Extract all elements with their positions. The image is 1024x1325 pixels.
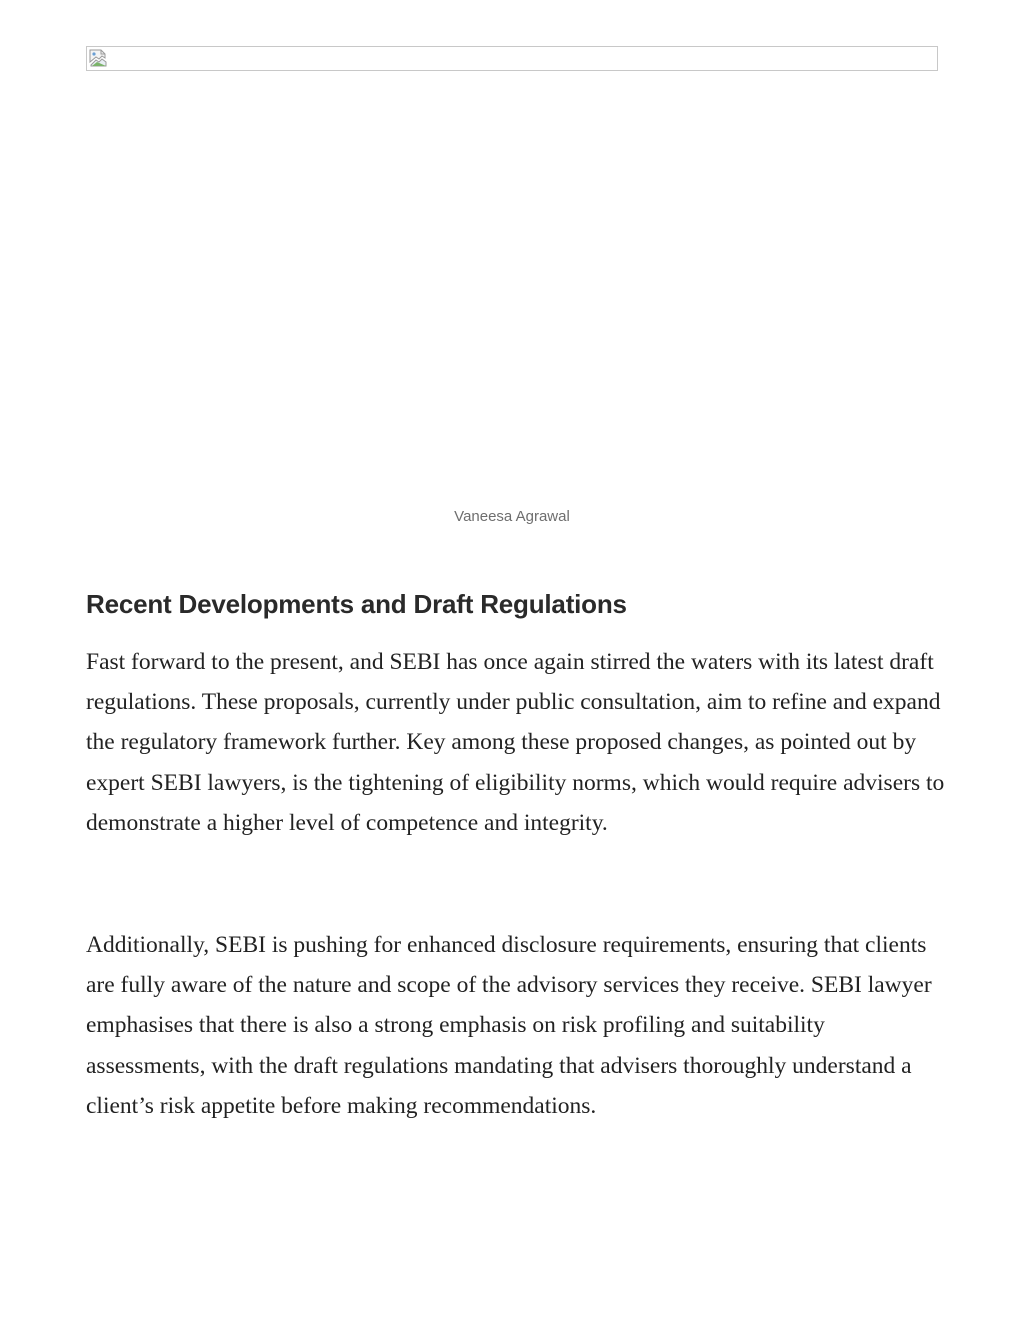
section-heading: Recent Developments and Draft Regulations — [86, 589, 627, 619]
broken-image-icon — [88, 48, 108, 68]
paragraph: Fast forward to the present, and SEBI has once again stirred the waters with its latest draft regulations. These proposals, currently under public consultation, aim to refine and expand the regulatory framework further. Key among these proposed changes, as pointed out by expert SEBI lawyers, is the tightening of eligibility norms, which would require advisers to demonstrate a higher level of competence and integrity. — [86, 649, 945, 836]
paragraph: Additionally, SEBI is pushing for enhanced disclosure requirements, ensuring that clients are fully aware of the nature and scope of the advisory services they receive. SEBI lawyer emphasises that there is also a strong emphasis on risk profiling and suitability assessments, with the draft regulations mandating that advisers thoroughly understand a client’s risk appetite before making recommendations. — [86, 932, 932, 1119]
article-image-placeholder — [86, 46, 938, 71]
image-caption: Vaneesa Agrawal — [454, 508, 570, 525]
